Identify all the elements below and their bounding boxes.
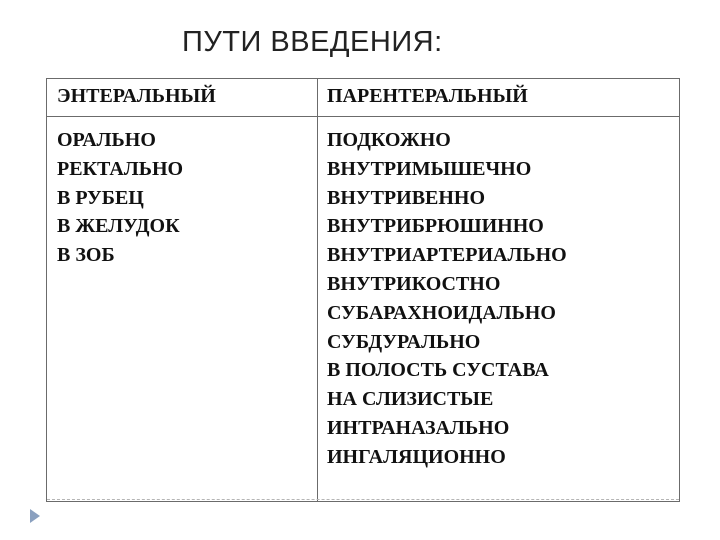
column-divider: [317, 79, 318, 501]
list-item: ИНГАЛЯЦИОННО: [327, 445, 506, 468]
list-item: ВНУТРИВЕННО: [327, 186, 486, 209]
list-item: ОРАЛЬНО: [57, 129, 156, 151]
list-item: СУБДУРАЛЬНО: [327, 330, 481, 353]
list-item: ВНУТРИМЫШЕЧНО: [327, 157, 532, 180]
list-item: ПОДКОЖНО: [327, 129, 451, 151]
list-item: В РУБЕЦ: [57, 186, 144, 209]
routes-table: [46, 78, 680, 502]
list-item: В ЗОБ: [57, 244, 115, 267]
list-item: СУБАРАХНОИДАЛЬНО: [327, 301, 556, 324]
header-parenteral: ПАРЕНТЕРАЛЬНЫЙ: [327, 85, 528, 107]
parenteral-list: [327, 126, 567, 472]
list-item: ИНТРАНАЗАЛЬНО: [327, 416, 510, 439]
list-item: ВНУТРИАРТЕРИАЛЬНО: [327, 244, 567, 267]
list-item: В ПОЛОСТЬ СУСТАВА: [327, 359, 549, 382]
list-item: ВНУТРИКОСТНО: [327, 272, 501, 295]
slide-title: ПУТИ ВВЕДЕНИЯ:: [182, 26, 443, 58]
triangle-bullet-icon: [30, 509, 40, 523]
list-item: В ЖЕЛУДОК: [57, 215, 180, 238]
list-item: РЕКТАЛЬНО: [57, 157, 184, 180]
list-item: ВНУТРИБРЮШИННО: [327, 215, 544, 238]
header-row-divider: [47, 116, 679, 117]
list-item: НА СЛИЗИСТЫЕ: [327, 388, 494, 411]
header-enteral: ЭНТЕРАЛЬНЫЙ: [57, 85, 216, 107]
enteral-list: [57, 126, 183, 270]
dashed-bottom-line: [47, 499, 679, 500]
